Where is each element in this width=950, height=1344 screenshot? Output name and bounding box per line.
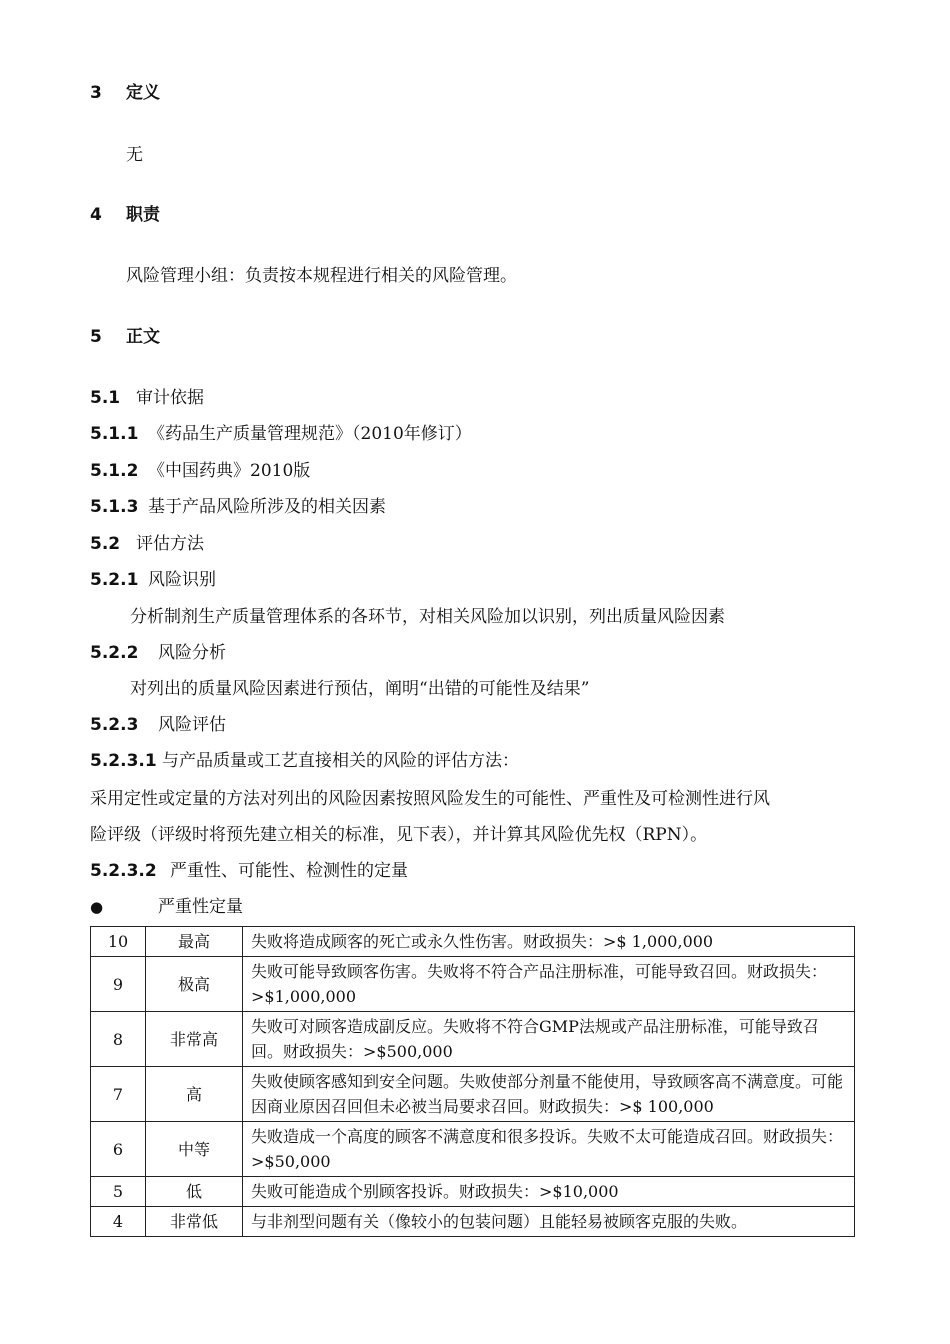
description-cell: 失败造成一个高度的顾客不满意度和很多投诉。失败不太可能造成召回。财政损失：>$50,000 bbox=[243, 1122, 855, 1177]
level-cell: 高 bbox=[146, 1067, 243, 1122]
table-row bbox=[91, 1177, 855, 1207]
section-title: 定义 bbox=[126, 83, 160, 103]
level-cell: 非常低 bbox=[146, 1207, 243, 1237]
item-5-2-3 bbox=[90, 710, 226, 735]
section-3-body: 无 bbox=[126, 145, 143, 165]
description-cell: 失败将造成顾客的死亡或永久性伤害。财政损失：>$ 1,000,000 bbox=[243, 927, 855, 957]
item-number: 5.2 bbox=[90, 534, 121, 554]
description-cell: 与非剂型问题有关（像较小的包装问题）且能轻易被顾客克服的失败。 bbox=[243, 1207, 855, 1237]
table-row bbox=[91, 957, 855, 1012]
item-number: 5.1.1 bbox=[90, 424, 139, 444]
table-row bbox=[91, 1067, 855, 1122]
item-text: 审计依据 bbox=[136, 388, 204, 408]
section-5-heading bbox=[90, 322, 160, 347]
level-cell: 极高 bbox=[146, 957, 243, 1012]
score-cell: 8 bbox=[91, 1012, 146, 1067]
item-5-2 bbox=[90, 529, 204, 554]
table-row bbox=[91, 1122, 855, 1177]
section-4-body: 风险管理小组：负责按本规程进行相关的风险管理。 bbox=[126, 266, 517, 286]
score-cell: 7 bbox=[91, 1067, 146, 1122]
item-number: 5.2.1 bbox=[90, 570, 139, 590]
table-row bbox=[91, 1207, 855, 1237]
item-5-2-1 bbox=[90, 565, 216, 590]
severity-table bbox=[90, 926, 855, 1237]
item-5-2-3-1 bbox=[90, 746, 519, 771]
description-cell: 失败使顾客感知到安全问题。失败使部分剂量不能使用，导致顾客高不满意度。可能因商业原因召回但未必被当局要求召回。财政损失：>$ 100,000 bbox=[243, 1067, 855, 1122]
score-cell: 5 bbox=[91, 1177, 146, 1207]
description-cell: 失败可能导致顾客伤害。失败将不符合产品注册标准，可能导致召回。财政损失：>$1,000,000 bbox=[243, 957, 855, 1012]
score-cell: 9 bbox=[91, 957, 146, 1012]
item-5-1-3 bbox=[90, 492, 386, 517]
description-cell: 失败可能造成个别顾客投诉。财政损失：>$10,000 bbox=[243, 1177, 855, 1207]
description-cell: 失败可对顾客造成副反应。失败将不符合GMP法规或产品注册标准，可能导致召回。财政损失：>$500,000 bbox=[243, 1012, 855, 1067]
section-number: 5 bbox=[90, 327, 102, 347]
section-number: 4 bbox=[90, 205, 102, 225]
score-cell: 10 bbox=[91, 927, 146, 957]
item-number: 5.2.3 bbox=[90, 715, 139, 735]
item-5-2-3-1-body-line-2: 险评级（评级时将预先建立相关的标准，见下表），并计算其风险优先权（RPN）。 bbox=[90, 825, 708, 845]
level-cell: 最高 bbox=[146, 927, 243, 957]
item-5-2-3-2 bbox=[90, 856, 408, 881]
item-5-1 bbox=[90, 383, 204, 408]
item-text: 风险评估 bbox=[158, 715, 226, 735]
table-row bbox=[91, 927, 855, 957]
item-5-2-2-body: 对列出的质量风险因素进行预估，阐明“出错的可能性及结果” bbox=[130, 679, 590, 699]
section-title: 正文 bbox=[126, 327, 160, 347]
item-text: 《药品生产质量管理规范》（2010年修订） bbox=[148, 424, 472, 444]
item-text: 风险识别 bbox=[148, 570, 216, 590]
table-row bbox=[91, 1012, 855, 1067]
item-5-2-3-1-body-line-1: 采用定性或定量的方法对列出的风险因素按照风险发生的可能性、严重性及可检测性进行风 bbox=[90, 789, 770, 809]
item-text: 严重性、可能性、检测性的定量 bbox=[170, 861, 408, 881]
level-cell: 低 bbox=[146, 1177, 243, 1207]
item-text: 《中国药典》2010版 bbox=[148, 461, 311, 481]
score-cell: 6 bbox=[91, 1122, 146, 1177]
item-5-2-1-body: 分析制剂生产质量管理体系的各环节，对相关风险加以识别，列出质量风险因素 bbox=[130, 607, 725, 627]
score-cell: 4 bbox=[91, 1207, 146, 1237]
item-text: 基于产品风险所涉及的相关因素 bbox=[148, 497, 386, 517]
item-text: 评估方法 bbox=[136, 534, 204, 554]
bullet-item bbox=[90, 892, 243, 917]
section-3-heading bbox=[90, 78, 160, 103]
item-number: 5.2.3.1 bbox=[90, 751, 157, 771]
item-5-2-2 bbox=[90, 638, 226, 663]
level-cell: 非常高 bbox=[146, 1012, 243, 1067]
item-number: 5.1.3 bbox=[90, 497, 139, 517]
bullet-icon: ● bbox=[90, 898, 104, 916]
item-5-1-1 bbox=[90, 419, 472, 444]
item-text: 与产品质量或工艺直接相关的风险的评估方法： bbox=[162, 751, 519, 771]
section-number: 3 bbox=[90, 83, 102, 103]
bullet-text: 严重性定量 bbox=[158, 897, 243, 917]
item-number: 5.2.2 bbox=[90, 643, 139, 663]
item-5-1-2 bbox=[90, 456, 310, 481]
item-number: 5.2.3.2 bbox=[90, 861, 157, 881]
item-number: 5.1.2 bbox=[90, 461, 139, 481]
section-title: 职责 bbox=[126, 205, 160, 225]
section-4-heading bbox=[90, 200, 160, 225]
level-cell: 中等 bbox=[146, 1122, 243, 1177]
item-number: 5.1 bbox=[90, 388, 121, 408]
item-text: 风险分析 bbox=[158, 643, 226, 663]
